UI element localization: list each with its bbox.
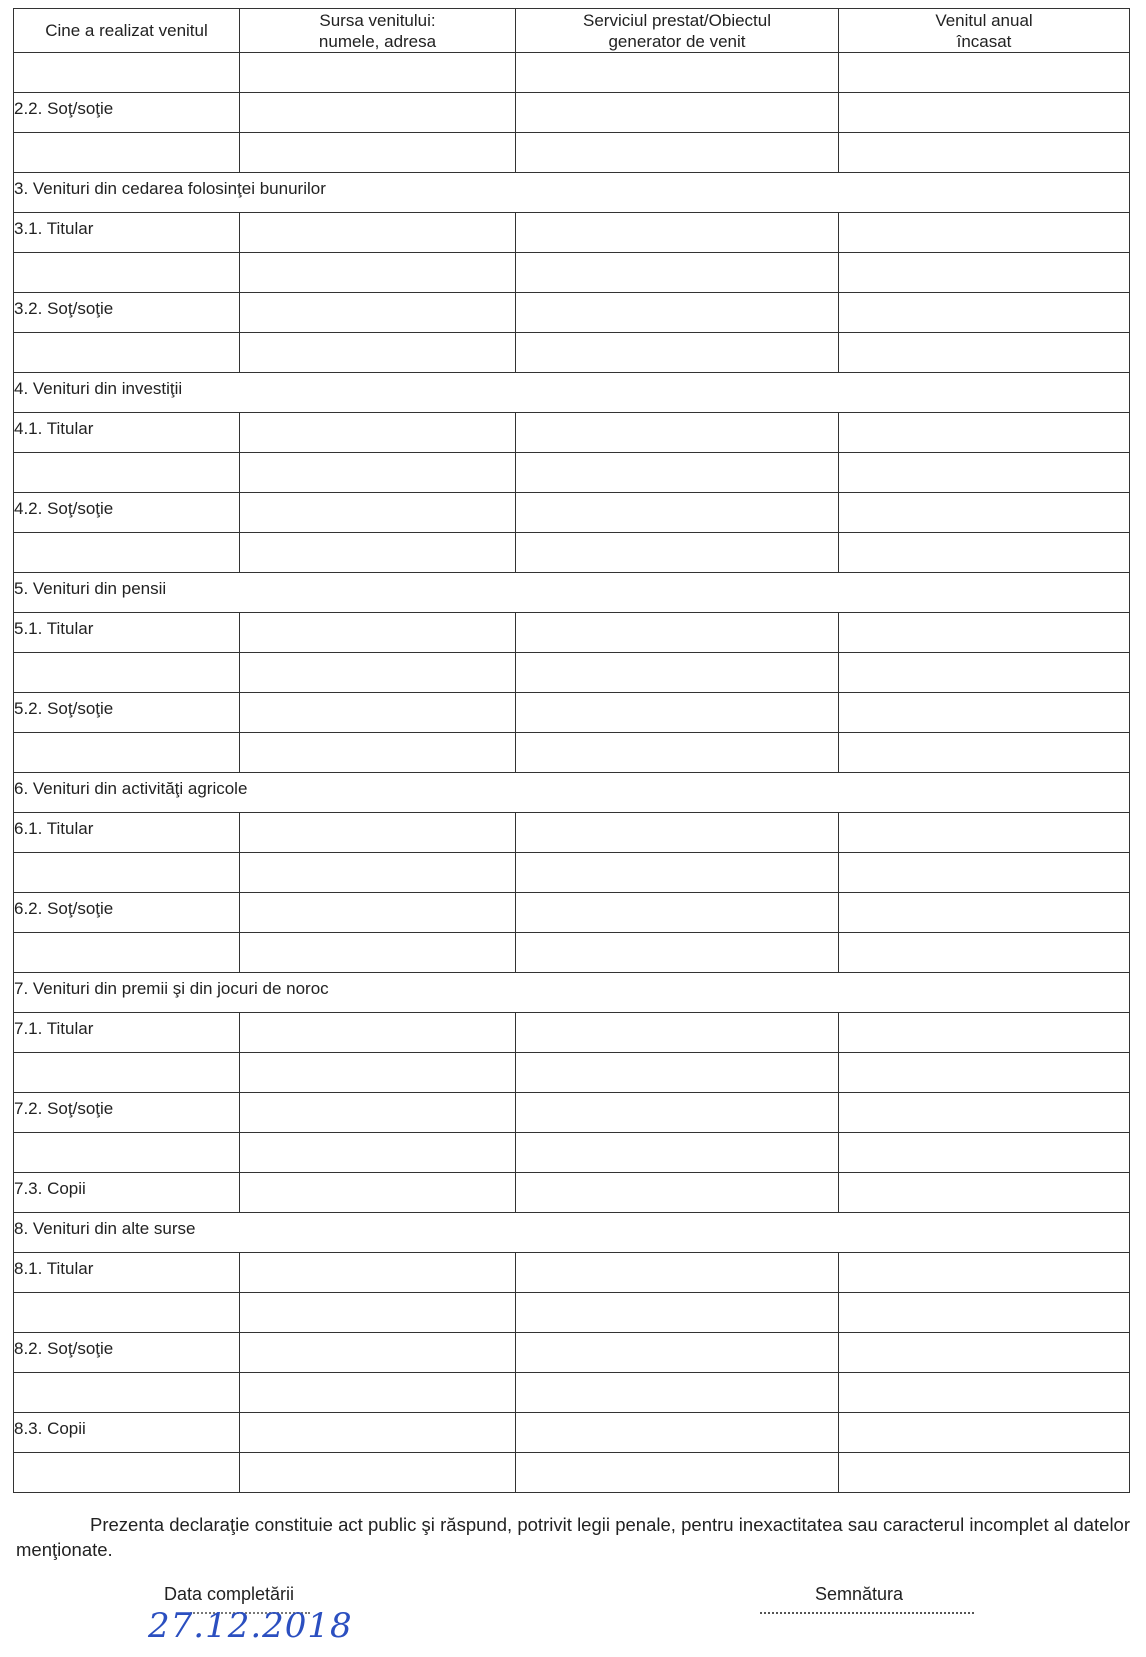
table-row: [14, 1373, 1130, 1413]
who-cell: [14, 93, 240, 133]
income-cell[interactable]: [839, 1333, 1130, 1373]
income-cell[interactable]: [839, 1253, 1130, 1293]
service-cell[interactable]: [516, 1453, 839, 1493]
section-row: [14, 173, 1130, 213]
service-cell[interactable]: [516, 613, 839, 653]
service-cell[interactable]: [516, 1253, 839, 1293]
who-cell: [14, 893, 240, 933]
income-cell[interactable]: [839, 813, 1130, 853]
source-cell[interactable]: [240, 853, 516, 893]
table-row: [14, 213, 1130, 253]
who-cell: [14, 1333, 240, 1373]
service-cell[interactable]: [516, 133, 839, 173]
table-row: [14, 1413, 1130, 1453]
source-cell[interactable]: [240, 1013, 516, 1053]
table-row: [14, 413, 1130, 453]
who-cell: [14, 613, 240, 653]
table-row: [14, 293, 1130, 333]
table-row: [14, 1053, 1130, 1093]
income-cell[interactable]: [839, 253, 1130, 293]
source-cell[interactable]: [240, 1373, 516, 1413]
section-cell: [14, 373, 1130, 413]
service-cell[interactable]: [516, 1333, 839, 1373]
who-cell: [14, 733, 240, 773]
who-cell: [14, 1053, 240, 1093]
income-cell[interactable]: [839, 613, 1130, 653]
table-row: [14, 493, 1130, 533]
who-cell: [14, 853, 240, 893]
service-cell[interactable]: [516, 333, 839, 373]
row-label: [14, 333, 239, 339]
table-row: [14, 613, 1130, 653]
who-cell: [14, 1293, 240, 1333]
income-cell[interactable]: [839, 533, 1130, 573]
source-cell[interactable]: [240, 1293, 516, 1333]
income-cell[interactable]: [839, 1013, 1130, 1053]
income-cell[interactable]: [839, 1053, 1130, 1093]
table-row: [14, 1173, 1130, 1213]
income-cell[interactable]: [839, 693, 1130, 733]
source-cell[interactable]: [240, 293, 516, 333]
row-label: [14, 653, 239, 659]
service-cell[interactable]: [516, 213, 839, 253]
section-title: 8. Venituri din alte surse: [14, 1219, 196, 1238]
source-cell[interactable]: [240, 93, 516, 133]
col-header-source: Sursa venitului: numele, adresa: [240, 9, 516, 53]
source-cell[interactable]: [240, 1053, 516, 1093]
who-cell: [14, 1173, 240, 1213]
income-cell[interactable]: [839, 1093, 1130, 1133]
row-label: 5.1. Titular: [14, 619, 94, 638]
row-label: 4.2. Soţ/soţie: [14, 499, 114, 518]
source-cell[interactable]: [240, 1133, 516, 1173]
income-cell[interactable]: [839, 933, 1130, 973]
income-cell[interactable]: [839, 1173, 1130, 1213]
service-cell[interactable]: [516, 733, 839, 773]
service-cell[interactable]: [516, 413, 839, 453]
table-row: [14, 1333, 1130, 1373]
who-cell: [14, 213, 240, 253]
table-row: [14, 253, 1130, 293]
service-cell[interactable]: [516, 893, 839, 933]
row-label: [14, 1133, 239, 1139]
who-cell: [14, 293, 240, 333]
source-cell[interactable]: [240, 333, 516, 373]
source-cell[interactable]: [240, 693, 516, 733]
income-cell[interactable]: [839, 53, 1130, 93]
service-cell[interactable]: [516, 1173, 839, 1213]
source-cell[interactable]: [240, 1413, 516, 1453]
who-cell: [14, 933, 240, 973]
table-row: [14, 1293, 1130, 1333]
row-label: [14, 733, 239, 739]
handwritten-date: 27.12.2018: [148, 1606, 353, 1646]
table-header-row: [14, 9, 1130, 53]
service-cell[interactable]: [516, 853, 839, 893]
source-cell[interactable]: [240, 893, 516, 933]
who-cell: [14, 253, 240, 293]
row-label: [14, 1053, 239, 1059]
service-cell[interactable]: [516, 1013, 839, 1053]
table-row: [14, 693, 1130, 733]
source-cell[interactable]: [240, 613, 516, 653]
who-cell: [14, 413, 240, 453]
section-row: [14, 573, 1130, 613]
table-row: [14, 333, 1130, 373]
who-cell: [14, 1013, 240, 1053]
source-cell[interactable]: [240, 733, 516, 773]
section-title: 3. Venituri din cedarea folosinţei bunurilor: [14, 179, 326, 198]
source-cell[interactable]: [240, 493, 516, 533]
row-label: 8.1. Titular: [14, 1259, 94, 1278]
col-header-who: Cine a realizat venitul: [14, 9, 240, 53]
row-label: 8.3. Copii: [14, 1419, 86, 1438]
source-cell[interactable]: [240, 413, 516, 453]
who-cell: [14, 1453, 240, 1493]
service-cell[interactable]: [516, 53, 839, 93]
who-cell: [14, 1253, 240, 1293]
income-cell[interactable]: [839, 1413, 1130, 1453]
row-label: [14, 133, 239, 139]
income-cell[interactable]: [839, 1133, 1130, 1173]
section-row: [14, 373, 1130, 413]
service-cell[interactable]: [516, 1373, 839, 1413]
source-cell[interactable]: [240, 1093, 516, 1133]
who-cell: [14, 493, 240, 533]
service-cell[interactable]: [516, 813, 839, 853]
row-label: [14, 1293, 239, 1299]
col-header-service: Serviciul prestat/Obiectul generator de venit: [516, 9, 839, 53]
row-label: 2.2. Soţ/soţie: [14, 99, 114, 118]
who-cell: [14, 813, 240, 853]
service-cell[interactable]: [516, 1093, 839, 1133]
section-row: [14, 973, 1130, 1013]
who-cell: [14, 453, 240, 493]
row-label: 6.2. Soţ/soţie: [14, 899, 114, 918]
section-cell: [14, 973, 1130, 1013]
who-cell: [14, 653, 240, 693]
table-row: [14, 933, 1130, 973]
table-row: [14, 853, 1130, 893]
source-cell[interactable]: [240, 813, 516, 853]
service-cell[interactable]: [516, 1133, 839, 1173]
who-cell: [14, 533, 240, 573]
section-cell: [14, 573, 1130, 613]
income-cell[interactable]: [839, 493, 1130, 533]
table-row: [14, 1013, 1130, 1053]
table-row: [14, 733, 1130, 773]
income-cell[interactable]: [839, 413, 1130, 453]
row-label: [14, 1373, 239, 1379]
section-row: [14, 1213, 1130, 1253]
who-cell: [14, 333, 240, 373]
source-cell[interactable]: [240, 653, 516, 693]
income-cell[interactable]: [839, 213, 1130, 253]
row-label: [14, 253, 239, 259]
date-label: Data completării: [164, 1584, 295, 1604]
source-cell[interactable]: [240, 53, 516, 93]
income-cell[interactable]: [839, 293, 1130, 333]
income-cell[interactable]: [839, 133, 1130, 173]
row-label: 8.2. Soţ/soţie: [14, 1339, 114, 1358]
row-label: [14, 53, 239, 59]
section-cell: [14, 173, 1130, 213]
source-cell[interactable]: [240, 533, 516, 573]
declaration-text: Prezenta declaraţie constituie act public şi răspund, potrivit legii penale, pentru inexactitatea sau caracterul incomplet al datelor menţionate.: [16, 1514, 1130, 1560]
service-cell[interactable]: [516, 453, 839, 493]
col-header-income: Venitul anual încasat: [839, 9, 1130, 53]
source-cell[interactable]: [240, 453, 516, 493]
section-title: 7. Venituri din premii şi din jocuri de noroc: [14, 979, 329, 998]
table-row: [14, 1453, 1130, 1493]
service-cell[interactable]: [516, 1293, 839, 1333]
income-cell[interactable]: [839, 1373, 1130, 1413]
row-label: 7.3. Copii: [14, 1179, 86, 1198]
service-cell[interactable]: [516, 693, 839, 733]
row-label: 7.1. Titular: [14, 1019, 94, 1038]
row-label: [14, 853, 239, 859]
signature-dotted-line[interactable]: [760, 1612, 974, 1614]
who-cell: [14, 1093, 240, 1133]
income-cell[interactable]: [839, 893, 1130, 933]
source-cell[interactable]: [240, 1333, 516, 1373]
who-cell: [14, 693, 240, 733]
table-row: [14, 53, 1130, 93]
section-title: 4. Venituri din investiţii: [14, 379, 183, 398]
service-cell[interactable]: [516, 1413, 839, 1453]
who-cell: [14, 53, 240, 93]
income-table: [13, 8, 1130, 1493]
source-cell[interactable]: [240, 1253, 516, 1293]
income-cell[interactable]: [839, 333, 1130, 373]
table-row: [14, 813, 1130, 853]
income-cell[interactable]: [839, 1453, 1130, 1493]
signature-label: Semnătura: [815, 1584, 904, 1604]
source-cell[interactable]: [240, 933, 516, 973]
who-cell: [14, 1373, 240, 1413]
table-row: [14, 893, 1130, 933]
income-cell[interactable]: [839, 453, 1130, 493]
row-label: 3.1. Titular: [14, 219, 94, 238]
row-label: 5.2. Soţ/soţie: [14, 699, 114, 718]
source-cell[interactable]: [240, 253, 516, 293]
service-cell[interactable]: [516, 653, 839, 693]
table-row: [14, 93, 1130, 133]
table-row: [14, 653, 1130, 693]
row-label: 3.2. Soţ/soţie: [14, 299, 114, 318]
income-cell[interactable]: [839, 653, 1130, 693]
income-cell[interactable]: [839, 733, 1130, 773]
income-cell[interactable]: [839, 93, 1130, 133]
row-label: [14, 453, 239, 459]
income-cell[interactable]: [839, 853, 1130, 893]
who-cell: [14, 1133, 240, 1173]
service-cell[interactable]: [516, 1053, 839, 1093]
section-cell: [14, 1213, 1130, 1253]
table-row: [14, 1093, 1130, 1133]
source-cell[interactable]: [240, 1173, 516, 1213]
service-cell[interactable]: [516, 93, 839, 133]
who-cell: [14, 1413, 240, 1453]
table-body: [14, 53, 1130, 1493]
service-cell[interactable]: [516, 293, 839, 333]
row-label: 7.2. Soţ/soţie: [14, 1099, 114, 1118]
who-cell: [14, 133, 240, 173]
table-row: [14, 133, 1130, 173]
source-cell[interactable]: [240, 133, 516, 173]
section-row: [14, 773, 1130, 813]
income-cell[interactable]: [839, 1293, 1130, 1333]
row-label: [14, 533, 239, 539]
service-cell[interactable]: [516, 533, 839, 573]
table-row: [14, 1253, 1130, 1293]
row-label: [14, 1453, 239, 1459]
service-cell[interactable]: [516, 493, 839, 533]
table-row: [14, 533, 1130, 573]
service-cell[interactable]: [516, 933, 839, 973]
section-title: 5. Venituri din pensii: [14, 579, 167, 598]
section-cell: [14, 773, 1130, 813]
section-title: 6. Venituri din activităţi agricole: [14, 779, 248, 798]
row-label: 6.1. Titular: [14, 819, 94, 838]
row-label: [14, 933, 239, 939]
table-row: [14, 1133, 1130, 1173]
row-label: 4.1. Titular: [14, 419, 94, 438]
service-cell[interactable]: [516, 253, 839, 293]
table-row: [14, 453, 1130, 493]
source-cell[interactable]: [240, 213, 516, 253]
source-cell[interactable]: [240, 1453, 516, 1493]
